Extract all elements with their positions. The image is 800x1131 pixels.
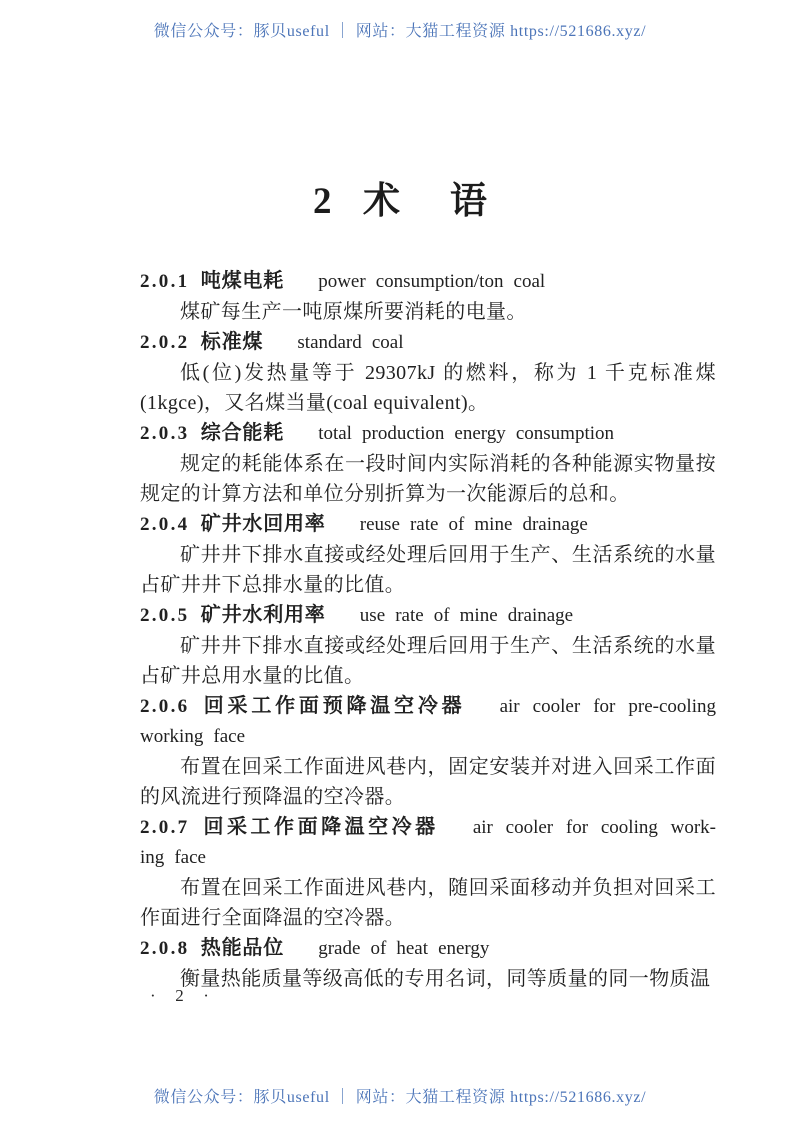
term-entry-2-0-1 xyxy=(140,266,716,327)
term-number: 2.0.6 xyxy=(140,696,190,717)
term-name-en: reuse rate of mine drainage xyxy=(359,514,588,535)
chapter-title-text: 术语 xyxy=(362,181,537,222)
term-name-en: grade of heat energy xyxy=(318,938,490,959)
term-name-en: air cooler for cooling work- xyxy=(472,817,717,838)
term-number: 2.0.8 xyxy=(140,938,190,959)
term-name-en-continuation: working face xyxy=(140,726,246,747)
terms-list xyxy=(140,266,716,994)
term-heading xyxy=(140,691,716,722)
term-number: 2.0.7 xyxy=(140,817,190,838)
term-definition: 矿井井下排水直接或经处理后回用于生产、生活系统的水量占矿井井下总排水量的比值。 xyxy=(140,544,716,596)
term-definition: 煤矿每生产一吨原煤所要消耗的电量。 xyxy=(180,301,527,323)
term-name-zh: 标准煤 xyxy=(200,331,264,353)
term-entry-2-0-7 xyxy=(140,812,716,933)
term-heading xyxy=(140,812,716,843)
header-watermark: 微信公众号：豚贝useful ｜ 网站：大猫工程资源 https://521686.xyz/ xyxy=(153,23,647,40)
term-entry-2-0-5 xyxy=(140,600,716,691)
page-number: · 2 · xyxy=(150,986,217,1005)
term-name-en: standard coal xyxy=(297,332,404,353)
term-definition: 低(位)发热量等于 29307kJ 的燃料，称为 1 千克标准煤(1kgce)，又名煤当量(coal equivalent)。 xyxy=(140,362,716,414)
term-definition: 布置在回采工作面进风巷内，随回采面移动并负担对回采工作面进行全面降温的空冷器。 xyxy=(140,877,716,929)
term-entry-2-0-4 xyxy=(140,509,716,600)
term-name-zh: 热能品位 xyxy=(200,937,284,959)
term-name-zh: 矿井水回用率 xyxy=(200,513,326,535)
term-name-zh: 综合能耗 xyxy=(200,422,284,444)
term-name-en: power consumption/ton coal xyxy=(318,271,546,292)
term-number: 2.0.2 xyxy=(140,332,190,353)
term-number: 2.0.3 xyxy=(140,423,190,444)
term-entry-2-0-2 xyxy=(140,327,716,418)
term-number: 2.0.1 xyxy=(140,271,190,292)
term-name-en: total production energy consumption xyxy=(318,423,614,444)
term-name-zh: 回采工作面降温空冷器 xyxy=(200,816,439,838)
term-heading xyxy=(140,327,716,358)
term-name-zh: 回采工作面预降温空冷器 xyxy=(200,695,466,717)
term-heading xyxy=(140,266,716,297)
term-heading xyxy=(140,600,716,631)
term-name-zh: 吨煤电耗 xyxy=(200,270,284,292)
term-heading xyxy=(140,509,716,540)
chapter-title xyxy=(0,170,800,224)
term-definition: 矿井井下排水直接或经处理后回用于生产、生活系统的水量占矿井总用水量的比值。 xyxy=(140,635,716,687)
term-definition: 衡量热能质量等级高低的专用名词，同等质量的同一物质温 xyxy=(180,968,711,990)
term-definition: 布置在回采工作面进风巷内，固定安装并对进入回采工作面的风流进行预降温的空冷器。 xyxy=(140,756,716,808)
term-name-zh: 矿井水利用率 xyxy=(200,604,326,626)
term-number: 2.0.5 xyxy=(140,605,190,626)
term-name-en: air cooler for pre-cooling xyxy=(499,696,716,717)
footer-watermark: 微信公众号：豚贝useful ｜ 网站：大猫工程资源 https://521686.xyz/ xyxy=(153,1089,647,1106)
chapter-number: 2 xyxy=(313,181,332,222)
term-name-en: use rate of mine drainage xyxy=(359,605,574,626)
term-entry-2-0-6 xyxy=(140,691,716,812)
term-heading xyxy=(140,933,716,964)
term-entry-2-0-3 xyxy=(140,418,716,509)
term-definition: 规定的耗能体系在一段时间内实际消耗的各种能源实物量按规定的计算方法和单位分别折算为一次能源后的总和。 xyxy=(140,453,716,505)
term-name-en-continuation: ing face xyxy=(140,847,206,868)
term-number: 2.0.4 xyxy=(140,514,190,535)
term-entry-2-0-8 xyxy=(140,933,716,994)
term-heading xyxy=(140,418,716,449)
